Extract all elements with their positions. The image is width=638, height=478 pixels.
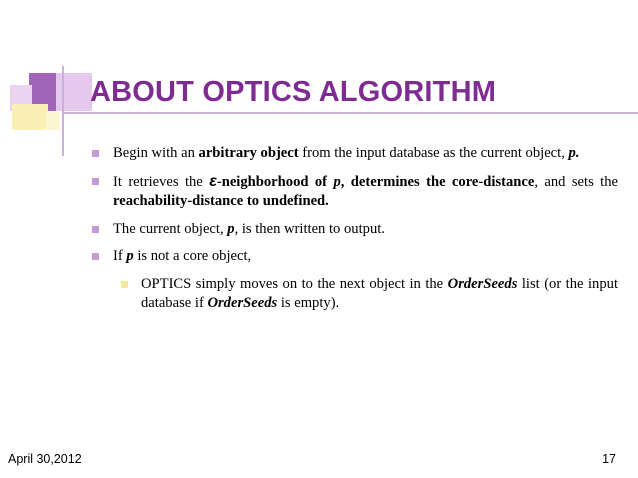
bullet-text: Begin with an: [113, 145, 199, 161]
bullet-text: from the input database as the current object,: [298, 145, 569, 161]
bullet-text: -neighborhood of: [216, 173, 334, 190]
bullet-text: p: [333, 173, 341, 190]
bullet-square-icon: [121, 281, 128, 288]
bullet-list: [88, 144, 618, 322]
bullet-item: [88, 144, 618, 164]
bullet-text: reachability-distance to undefined.: [113, 193, 329, 209]
bullet-text: It retrieves the: [113, 173, 210, 190]
bullet-square-icon: [92, 178, 99, 185]
page-number: 17: [602, 452, 616, 466]
bullet-item: [88, 247, 618, 267]
decor-square-yellow-tail: [46, 112, 60, 130]
bullet-square-icon: [92, 253, 99, 260]
epsilon-symbol: ε: [209, 172, 217, 190]
bullet-item: [88, 220, 618, 240]
bullet-square-icon: [92, 226, 99, 233]
bullet-text: , is then written to output.: [234, 220, 385, 237]
bullet-item: [88, 172, 618, 212]
bullet-square-icon: [92, 150, 99, 157]
footer-date: April 30,2012: [8, 452, 82, 466]
bullet-text: p.: [568, 145, 580, 161]
bullet-text: is not a core object,: [133, 248, 252, 264]
bullet-text: arbitrary object: [198, 145, 299, 161]
title-divider: [62, 112, 638, 114]
bullet-text: OrderSeeds: [207, 295, 278, 311]
bullet-text: OPTICS simply moves on to the next object in the: [141, 275, 448, 292]
decor-square-yellow: [12, 104, 48, 130]
bullet-text: The current object,: [113, 220, 228, 237]
bullet-text: , and sets the: [534, 173, 619, 190]
bullet-text: list (or the input database if: [141, 275, 618, 311]
bullet-text: p: [126, 248, 134, 264]
bullet-text: p: [227, 220, 235, 237]
bullet-text: If: [113, 248, 127, 264]
page-title: ABOUT OPTICS ALGORITHM: [90, 76, 497, 108]
bullet-text: is empty).: [277, 295, 340, 311]
bullet-text: OrderSeeds: [447, 275, 518, 292]
bullet-text: , determines the core-distance: [340, 173, 535, 190]
decor-vertical-rule: [62, 66, 64, 156]
bullet-item: [88, 275, 618, 314]
